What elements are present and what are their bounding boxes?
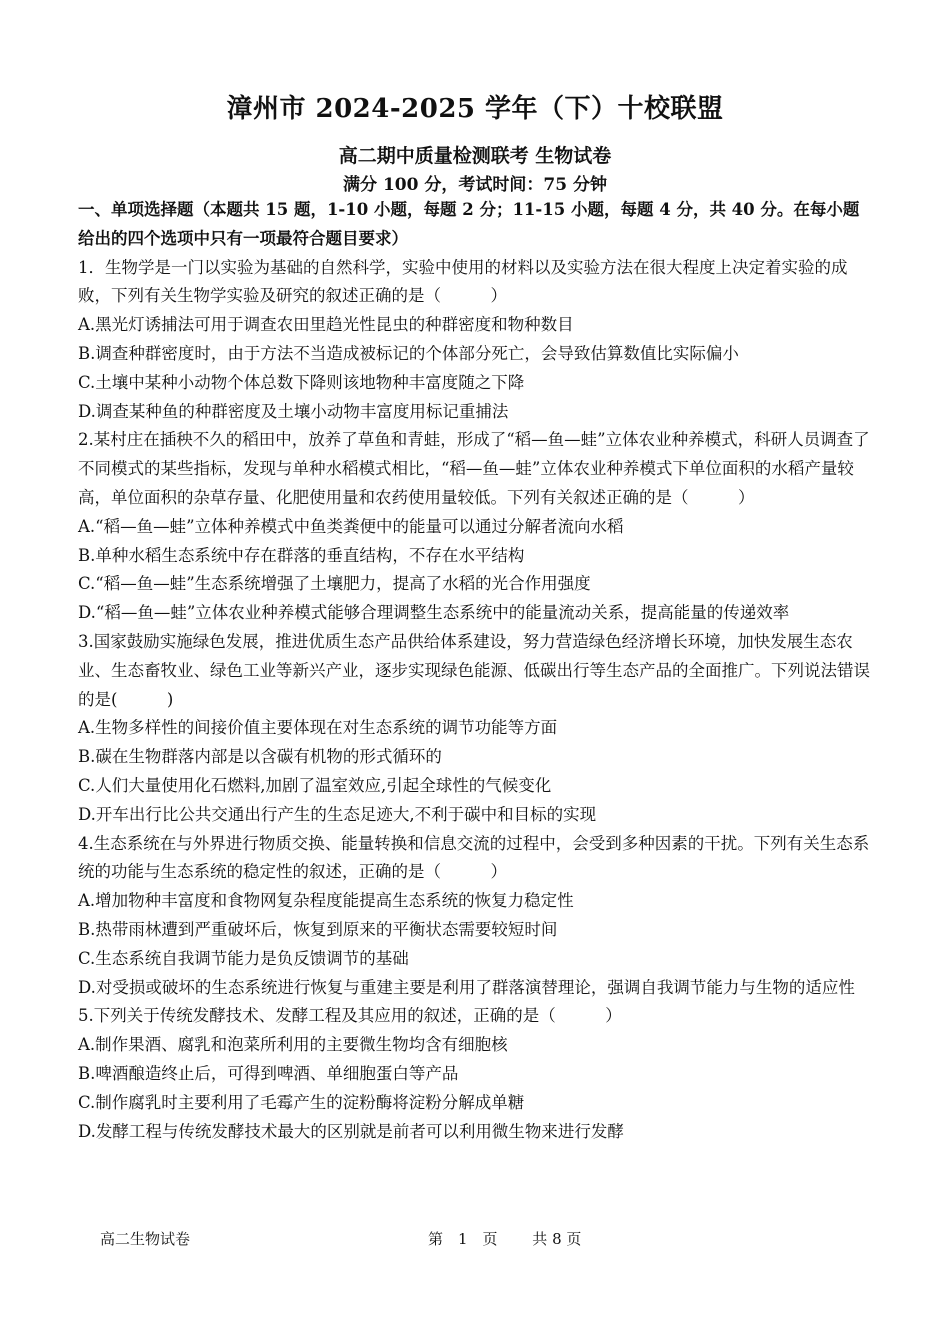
option-a: A.制作果酒、腐乳和泡菜所利用的主要微生物均含有细胞核: [78, 1035, 508, 1055]
option-b: B.啤酒酿造终止后，可得到啤酒、单细胞蛋白等产品: [78, 1063, 459, 1083]
question-5: [78, 1002, 874, 1146]
option-c: C.人们大量使用化石燃料,加剧了温室效应,引起全球性的气候变化: [78, 775, 552, 795]
section-heading: 一、单项选择题（本题共 15 题，1-10 小题，每题 2 分；11-15 小题，每题 4 分，共 40 分。在每小题给出的四个选项中只有一项最符合题目要求）: [78, 200, 860, 248]
question-2: [78, 426, 874, 628]
option-d: D.发酵工程与传统发酵技术最大的区别就是前者可以利用微生物来进行发酵: [78, 1121, 624, 1141]
question-stem: 4.生态系统在与外界进行物质交换、能量转换和信息交流的过程中，会受到多种因素的干扰。下列有关生态系统的功能与生态系统的稳定性的叙述，正确的是（ ）: [78, 833, 870, 882]
option-d: D.开车出行比公共交通出行产生的生态足迹大,不利于碳中和目标的实现: [78, 804, 597, 824]
question-stem: 2.某村庄在插秧不久的稻田中，放养了草鱼和青蛙，形成了“稻—鱼—蛙”立体农业种养模式，科研人员调查了不同模式的某些指标，发现与单种水稻模式相比，“稻—鱼—蛙”立体农业种养模式下单位面积的水稻产量较高，单位面积的杂草存量、化肥使用量和农药使用量较低。下列有关叙述正确的是（ ）: [78, 430, 870, 507]
question-stem: 3.国家鼓励实施绿色发展，推进优质生态产品供给体系建设，努力营造绿色经济增长环境，加快发展生态农业、生态畜牧业、绿色工业等新兴产业，逐步实现绿色能源、低碳出行等生态产品的全面推广。下列说法错误的是( ): [78, 631, 870, 709]
footer-page-number: 第 1 页 共 8 页: [428, 1230, 582, 1248]
option-b: B.碳在生物群落内部是以含碳有机物的形式循环的: [78, 747, 442, 767]
option-b: B.调查种群密度时，由于方法不当造成被标记的个体部分死亡，会导致估算数值比实际偏小: [78, 343, 739, 363]
option-c: C.生态系统自我调节能力是负反馈调节的基础: [78, 948, 409, 968]
question-4: [78, 830, 874, 1003]
exam-content: [78, 196, 874, 1146]
exam-meta: 满分 100 分，考试时间：75 分钟: [343, 175, 607, 195]
exam-subtitle: 高二期中质量检测联考 生物试卷: [338, 145, 612, 167]
question-stem: 5.下列关于传统发酵技术、发酵工程及其应用的叙述，正确的是（ ）: [78, 1006, 622, 1026]
question-1: [78, 254, 874, 427]
option-c: C.土壤中某种小动物个体总数下降则该地物种丰富度随之下降: [78, 372, 525, 392]
option-b: B.单种水稻生态系统中存在群落的垂直结构，不存在水平结构: [78, 545, 525, 565]
page-title: 漳州市 2024-2025 学年（下）十校联盟: [226, 94, 724, 124]
option-a: A.增加物种丰富度和食物网复杂程度能提高生态系统的恢复力稳定性: [78, 891, 574, 911]
option-a: A.黑光灯诱捕法可用于调查农田里趋光性昆虫的种群密度和物种数目: [78, 315, 574, 335]
option-a: A.生物多样性的间接价值主要体现在对生态系统的调节功能等方面: [78, 718, 558, 738]
option-b: B.热带雨林遭到严重破坏后，恢复到原来的平衡状态需要较短时间: [78, 919, 558, 939]
question-stem: 1．生物学是一门以实验为基础的自然科学，实验中使用的材料以及实验方法在很大程度上决定着实验的成败，下列有关生物学实验及研究的叙述正确的是（ ）: [78, 257, 848, 306]
option-d: D.对受损或破坏的生态系统进行恢复与重建主要是利用了群落演替理论，强调自我调节能力与生物的适应性: [78, 977, 855, 997]
option-c: C.“稻—鱼—蛙”生态系统增强了土壤肥力，提高了水稻的光合作用强度: [78, 574, 591, 594]
option-c: C.制作腐乳时主要利用了毛霉产生的淀粉酶将淀粉分解成单糖: [78, 1092, 525, 1112]
page-footer: [0, 1228, 950, 1252]
option-d: D.调查某种鱼的种群密度及土壤小动物丰富度用标记重捕法: [78, 401, 509, 421]
question-3: [78, 628, 874, 830]
option-d: D.“稻—鱼—蛙”立体农业种养模式能够合理调整生态系统中的能量流动关系，提高能量的传递效率: [78, 603, 790, 623]
footer-course: 高二生物试卷: [100, 1230, 191, 1248]
option-a: A.“稻—鱼—蛙”立体种养模式中鱼类粪便中的能量可以通过分解者流向水稻: [78, 516, 624, 536]
